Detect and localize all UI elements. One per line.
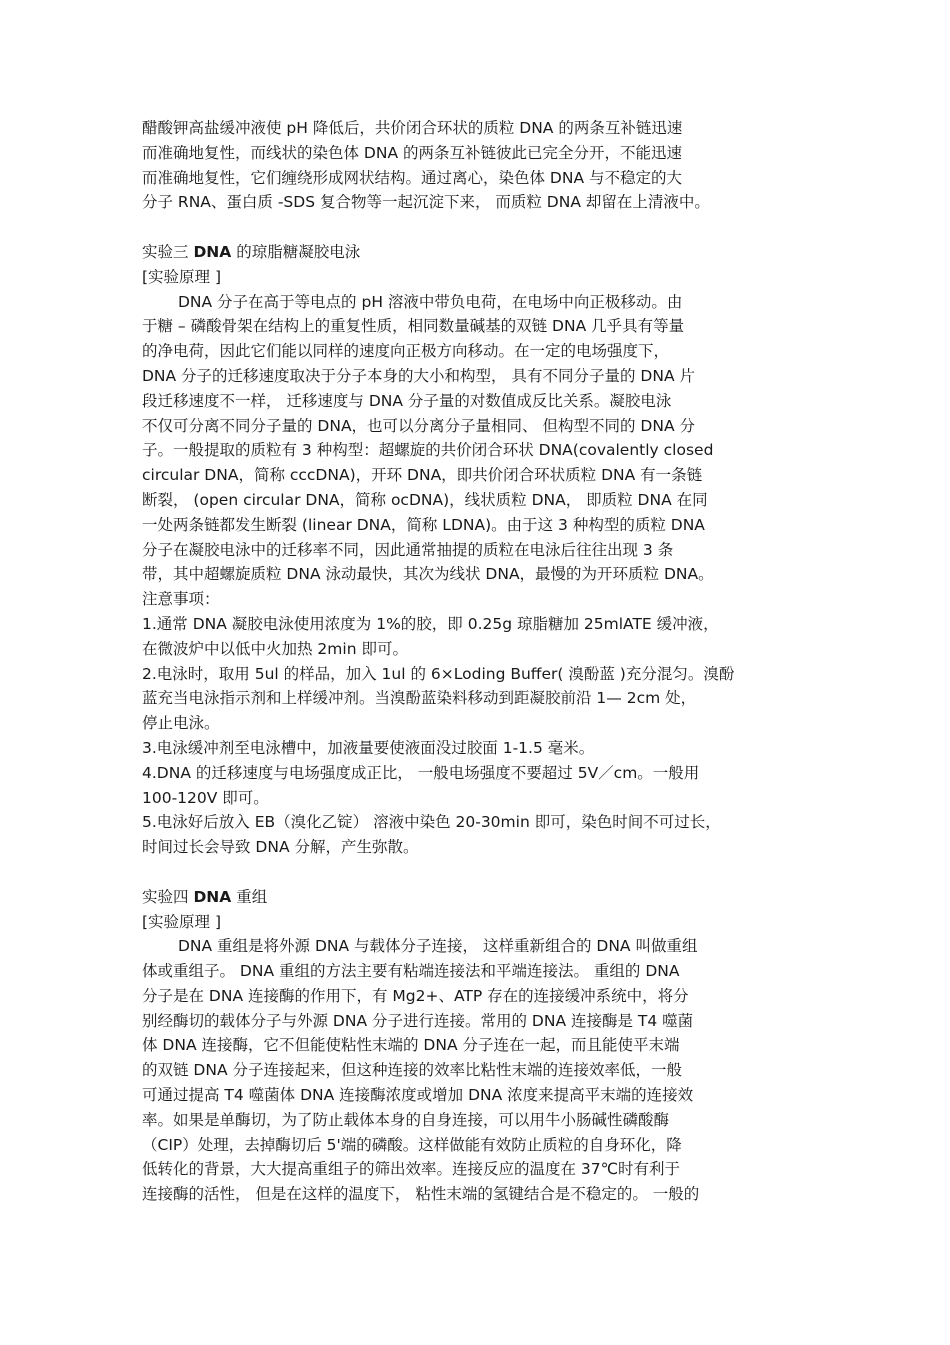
note-item: 3.电泳缓冲剂至电泳槽中，加液量要使液面没过胶面 1-1.5 毫米。 xyxy=(142,738,595,757)
principle-label: [实验原理 ] xyxy=(142,267,222,286)
heading-prefix: 实验四 xyxy=(142,887,194,906)
note-item: 2.电泳时，取用 5ul 的样品，加入 1ul 的 6×Loding Buffer( 溴酚蓝 )充分混匀。溴酚 蓝充当电泳指示剂和上样缓冲剂。当溴酚蓝染料移动到距凝胶前沿 1— 2cm 处， 停止电泳。 xyxy=(142,664,735,733)
principle-label: [实验原理 ] xyxy=(142,912,222,931)
section-heading-exp3 xyxy=(142,240,810,265)
spacer xyxy=(142,860,810,885)
heading-bold: DNA xyxy=(193,887,232,906)
spacer xyxy=(142,215,810,240)
intro-paragraph: 醋酸钾高盐缓冲液使 pH 降低后，共价闭合环状的质粒 DNA 的两条互补链迅速 而准确地复性，而线状的染色体 DNA 的两条互补链彼此已完全分开，不能迅速 而准确地复性，它们缠绕形成网状结构。通过离心，染色体 DNA 与不稳定的大 分子 RNA、蛋白质 -SDS 复合物等一起沉淀下来， 而质粒 DNA 却留在上清液中。 xyxy=(142,119,710,212)
heading-prefix: 实验三 xyxy=(142,242,194,261)
heading-suffix: 的琼脂糖凝胶电泳 xyxy=(231,242,361,261)
section-heading-exp4 xyxy=(142,885,810,910)
note-item: 1.通常 DNA 凝胶电泳使用浓度为 1%的胶，即 0.25g 琼脂糖加 25mlATE 缓冲液， 在微波炉中以低中火加热 2min 即可。 xyxy=(142,614,719,658)
note-item: 5.电泳好后放入 EB（溴化乙锭） 溶液中染色 20-30min 即可，染色时间不可过长， 时间过长会导致 DNA 分解，产生弥散。 xyxy=(142,813,721,857)
document-page xyxy=(142,116,810,1207)
heading-bold: DNA xyxy=(193,242,232,261)
principle-paragraph: DNA 重组是将外源 DNA 与载体分子连接， 这样重新组合的 DNA 叫做重组 体或重组子。 DNA 重组的方法主要有粘端连接法和平端连接法。 重组的 DNA 分子是在 DNA 连接酶的作用下，有 Mg2+、ATP 存在的连接缓冲系统中，将分 别经酶切的载体分子与外源 DNA 分子进行连接。常用的 DNA 连接酶是 T4 噬菌 体 DNA 连接酶，它不但能使粘性末端的 DNA 分子连在一起，而且能使平末端 的双链 DNA 分子连接起来，但这种连接的效率比粘性末端的连接效率低，一般 可通过提高 T4 噬菌体 DNA 连接酶浓度或增加 DNA 浓度来提高平末端的连接效 率。如果是单酶切，为了防止载体本身的自身连接，可以用牛小肠碱性磷酸酶 （CIP）处理，去掉酶切后 5'端的磷酸。这样做能有效防止质粒的自身环化，降 低转化的背景，大大提高重组子的筛出效率。连接反应的温度在 37℃时有利于 连接酶的活性， 但是在这样的温度下， 粘性末端的氢键结合是不稳定的。 一般的 xyxy=(142,937,700,1204)
note-item: 4.DNA 的迁移速度与电场强度成正比， 一般电场强度不要超过 5V／cm。一般用 100-120V 即可。 xyxy=(142,763,700,807)
principle-paragraph: DNA 分子在高于等电点的 pH 溶液中带负电荷，在电场中向正极移动。由 于糖 – 磷酸骨架在结构上的重复性质，相同数量碱基的双链 DNA 几乎具有等量 的净电荷，因此它们能以同样的速度向正极方向移动。在一定的电场强度下， DNA 分子的迁移速度取决于分子本身的大小和构型， 具有不同分子量的 DNA 片 段迁移速度不一样， 迁移速度与 DNA 分子量的对数值成反比关系。凝胶电泳 不仅可分离不同分子量的 DNA，也可以分离分子量相同、 但构型不同的 DNA 分 子。一般提取的质粒有 3 种构型：超螺旋的共价闭合环状 DNA(covalently closed circular DNA，简称 cccDNA)，开环 DNA，即共价闭合环状质粒 DNA 有一条链 断裂， (open circular DNA，简称 ocDNA)，线状质粒 DNA， 即质粒 DNA 在同 一处两条链都发生断裂 (linear DNA，简称 LDNA)。由于这 3 种构型的质粒 DNA 分子在凝胶电泳中的迁移率不同，因此通常抽提的质粒在电泳后往往出现 3 条 带，其中超螺旋质粒 DNA 泳动最快，其次为线状 DNA，最慢的为开环质粒 DNA。 xyxy=(142,292,714,584)
notes-label: 注意事项： xyxy=(142,590,220,609)
heading-suffix: 重组 xyxy=(231,887,268,906)
